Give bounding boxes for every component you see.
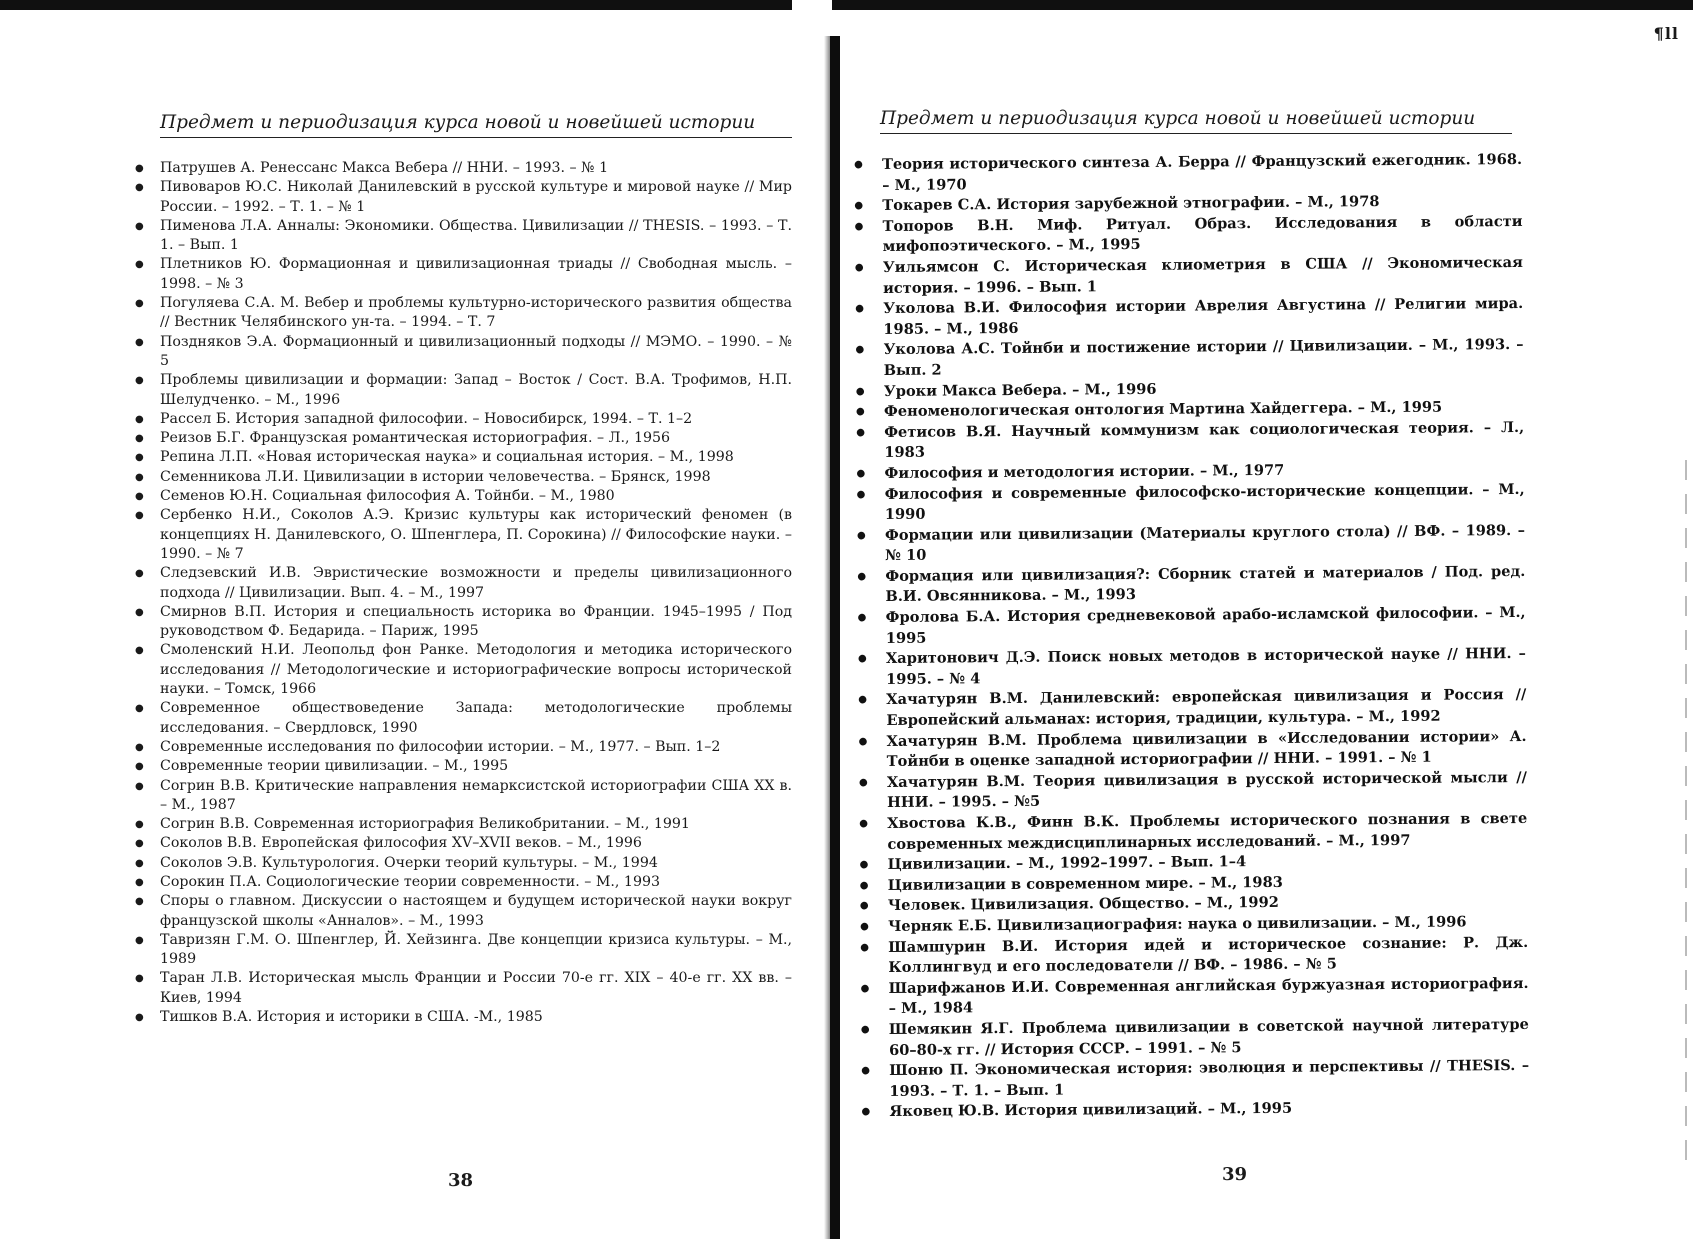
right-reference-item: ● Топоров В.Н. Миф. Ритуал. Образ. Исследования в области мифопоэтического. – М., 1995 — [882, 212, 1522, 258]
left-reference-item: ● Согрин В.В. Современная историография Великобритании. – М., 1991 — [160, 815, 792, 834]
right-reference-item: ● Уколова В.И. Философия истории Аврелия Августина // Религии мира. 1985. – М., 1986 — [883, 294, 1523, 340]
left-reference-item: ● Следзевский И.В. Эвристические возможности и пределы цивилизационного подхода // Цивилизации. Вып. 4. – М., 1997 — [160, 564, 792, 603]
left-reference-item: ● Современное обществоведение Запада: методологические проблемы исследования. – Свердловск, 1990 — [160, 699, 792, 738]
book-spine — [830, 36, 840, 1239]
left-reference-item: ● Реизов Б.Г. Французская романтическая историография. – Л., 1956 — [160, 429, 792, 448]
left-reference-item: ● Таран Л.В. Историческая мысль Франции и России 70-е гг. XIX – 40-е гг. XX вв. – Киев, 1994 — [160, 969, 792, 1008]
right-reference-item: ● Черняк Е.Б. Цивилизациография: наука о цивилизации. – М., 1996 — [888, 912, 1528, 938]
left-reference-item: ● Сербенко Н.И., Соколов А.Э. Кризис культуры как исторический феномен (в концепциях Н. Данилевского, О. Шпенглера, П. Сорокина) // Философские науки. – 1990. – № 7 — [160, 506, 792, 564]
left-reference-item: ● Смоленский Н.И. Леопольд фон Ранке. Методология и методика исторического исследования // Методологические и историографические вопросы исторической науки. – Томск, 1966 — [160, 641, 792, 699]
edge-marks: ¶ll — [1653, 24, 1679, 43]
left-reference-item: ● Согрин В.В. Критические направления немарксистской историографии США XX в. – М., 1987 — [160, 777, 792, 816]
left-reference-item: ● Современные теории цивилизации. – М., 1995 — [160, 757, 792, 776]
right-reference-item: ● Цивилизации в современном мире. – М., 1983 — [888, 871, 1528, 897]
left-reference-item: ● Современные исследования по философии истории. – М., 1977. – Вып. 1–2 — [160, 738, 792, 757]
page-edge-artifact — [1685, 460, 1687, 1160]
right-reference-item: ● Фролова Б.А. История средневековой арабо-исламской философии. – М., 1995 — [886, 603, 1526, 649]
page-number-right: 39 — [1222, 1164, 1248, 1185]
left-reference-item: ● Пименова Л.А. Анналы: Экономики. Общества. Цивилизации // THESIS. – 1993. – Т. 1. – Вып. 1 — [160, 217, 792, 256]
page-number-left: 38 — [448, 1170, 474, 1191]
left-reference-item: ● Погуляева С.А. М. Вебер и проблемы культурно-исторического развития общества // Вестник Челябинского ун-та. – 1994. – Т. 7 — [160, 294, 792, 333]
right-reference-item: ● Формация или цивилизация?: Сборник статей и материалов / Под. ред. В.И. Овсянникова. – М., 1993 — [885, 562, 1525, 608]
right-page — [840, 0, 1693, 1239]
right-reference-item: ● Хачатурян В.М. Данилевский: европейская цивилизация и Россия // Европейский альманах: история, традиции, культура. – М., 1992 — [886, 685, 1526, 731]
left-reference-item: ● Поздняков Э.А. Формационный и цивилизационный подходы // МЭМО. – 1990. – № 5 — [160, 333, 792, 372]
right-reference-item: ● Хвостова К.В., Финн В.К. Проблемы исторического познания в свете современных междисциплинарных исследований. – М., 1997 — [887, 809, 1527, 855]
right-reference-item: ● Цивилизации. – М., 1992–1997. – Вып. 1–4 — [887, 850, 1527, 876]
right-reference-item: ● Теория исторического синтеза А. Берра // Французский ежегодник. 1968. – М., 1970 — [882, 150, 1522, 196]
left-reference-item: ● Семенов Ю.Н. Социальная философия А. Тойнби. – М., 1980 — [160, 487, 792, 506]
right-reference-item: ● Яковец Ю.В. История цивилизаций. – М., 1995 — [889, 1097, 1529, 1123]
running-head-right: Предмет и периодизация курса новой и новейшей истории — [880, 108, 1512, 134]
right-reference-item: ● Уколова А.С. Тойнби и постижение истории // Цивилизации. – М., 1993. – Вып. 2 — [883, 335, 1523, 381]
reference-list-right — [882, 150, 1530, 1123]
right-reference-item: ● Философия и современные философско-исторические концепции. – М., 1990 — [885, 479, 1525, 525]
left-reference-item: ● Соколов Э.В. Культурология. Очерки теорий культуры. – М., 1994 — [160, 854, 792, 873]
right-reference-item: ● Шамшурин В.И. История идей и историческое сознание: Р. Дж. Коллингвуд и его последователи // ВФ. – 1986. – № 5 — [888, 933, 1528, 979]
right-reference-item: ● Шоню П. Экономическая история: эволюция и перспективы // THESIS. – 1993. – Т. 1. – Вып. 1 — [889, 1056, 1529, 1102]
left-reference-item: ● Споры о главном. Дискуссии о настоящем и будущем исторической науки вокруг французской школы «Анналов». – М., 1993 — [160, 892, 792, 931]
right-reference-item: ● Фетисов В.Я. Научный коммунизм как социологическая теория. – Л., 1983 — [884, 418, 1524, 464]
right-reference-item: ● Феноменологическая онтология Мартина Хайдеггера. – М., 1995 — [884, 397, 1524, 423]
left-reference-item: ● Соколов В.В. Европейская философия XV–XVII веков. – М., 1996 — [160, 834, 792, 853]
right-reference-item: ● Шемякин Я.Г. Проблема цивилизации в советской научной литературе 60–80-х гг. // История СССР. – 1991. – № 5 — [889, 1015, 1529, 1061]
right-reference-item: ● Токарев С.А. История зарубежной этнографии. – М., 1978 — [882, 191, 1522, 217]
left-page — [0, 0, 824, 1239]
right-reference-item: ● Харитонович Д.Э. Поиск новых методов в исторической науке // ННИ. – 1995. – № 4 — [886, 644, 1526, 690]
left-reference-item: ● Проблемы цивилизации и формации: Запад – Восток / Сост. В.А. Трофимов, Н.П. Шелудченко. – М., 1996 — [160, 371, 792, 410]
right-reference-item: ● Хачатурян В.М. Теория цивилизация в русской исторической мысли // ННИ. – 1995. – №5 — [887, 768, 1527, 814]
left-reference-item: ● Репина Л.П. «Новая историческая наука» и социальная история. – М., 1998 — [160, 448, 792, 467]
right-reference-item: ● Уроки Макса Вебера. – М., 1996 — [884, 376, 1524, 402]
left-reference-item: ● Тавризян Г.М. О. Шпенглер, Й. Хейзинга. Две концепции кризиса культуры. – М., 1989 — [160, 931, 792, 970]
right-reference-item: ● Формации или цивилизации (Материалы круглого стола) // ВФ. – 1989. – № 10 — [885, 521, 1525, 567]
running-head-left: Предмет и периодизация курса новой и новейшей истории — [160, 112, 792, 138]
left-reference-item: ● Патрушев А. Ренессанс Макса Вебера // ННИ. – 1993. – № 1 — [160, 159, 792, 178]
right-reference-item: ● Шарифжанов И.И. Современная английская буржуазная историография. – М., 1984 — [888, 974, 1528, 1020]
right-reference-item: ● Уильямсон С. Историческая клиометрия в США // Экономическая история. – 1996. – Вып. 1 — [883, 253, 1523, 299]
left-reference-item: ● Пивоваров Ю.С. Николай Данилевский в русской культуре и мировой науке // Мир России. – 1992. – Т. 1. – № 1 — [160, 178, 792, 217]
left-reference-item: ● Плетников Ю. Формационная и цивилизационная триады // Свободная мысль. – 1998. – № 3 — [160, 255, 792, 294]
left-reference-item: ● Тишков В.А. История и историки в США. -М., 1985 — [160, 1008, 792, 1027]
left-reference-item: ● Рассел Б. История западной философии. – Новосибирск, 1994. – Т. 1–2 — [160, 410, 792, 429]
right-reference-item: ● Хачатурян В.М. Проблема цивилизации в «Исследовании истории» А. Тойнби в оценке западной историографии // ННИ. – 1991. – № 1 — [887, 727, 1527, 773]
right-reference-item: ● Философия и методология истории. – М., 1977 — [884, 459, 1524, 485]
right-reference-item: ● Человек. Цивилизация. Общество. – М., 1992 — [888, 891, 1528, 917]
left-reference-item: ● Смирнов В.П. История и специальность историка во Франции. 1945–1995 / Под руководством Ф. Бедарида. – Париж, 1995 — [160, 603, 792, 642]
left-reference-item: ● Сорокин П.А. Социологические теории современности. – М., 1993 — [160, 873, 792, 892]
reference-list-left — [160, 159, 792, 1027]
left-reference-item: ● Семенникова Л.И. Цивилизации в истории человечества. – Брянск, 1998 — [160, 468, 792, 487]
